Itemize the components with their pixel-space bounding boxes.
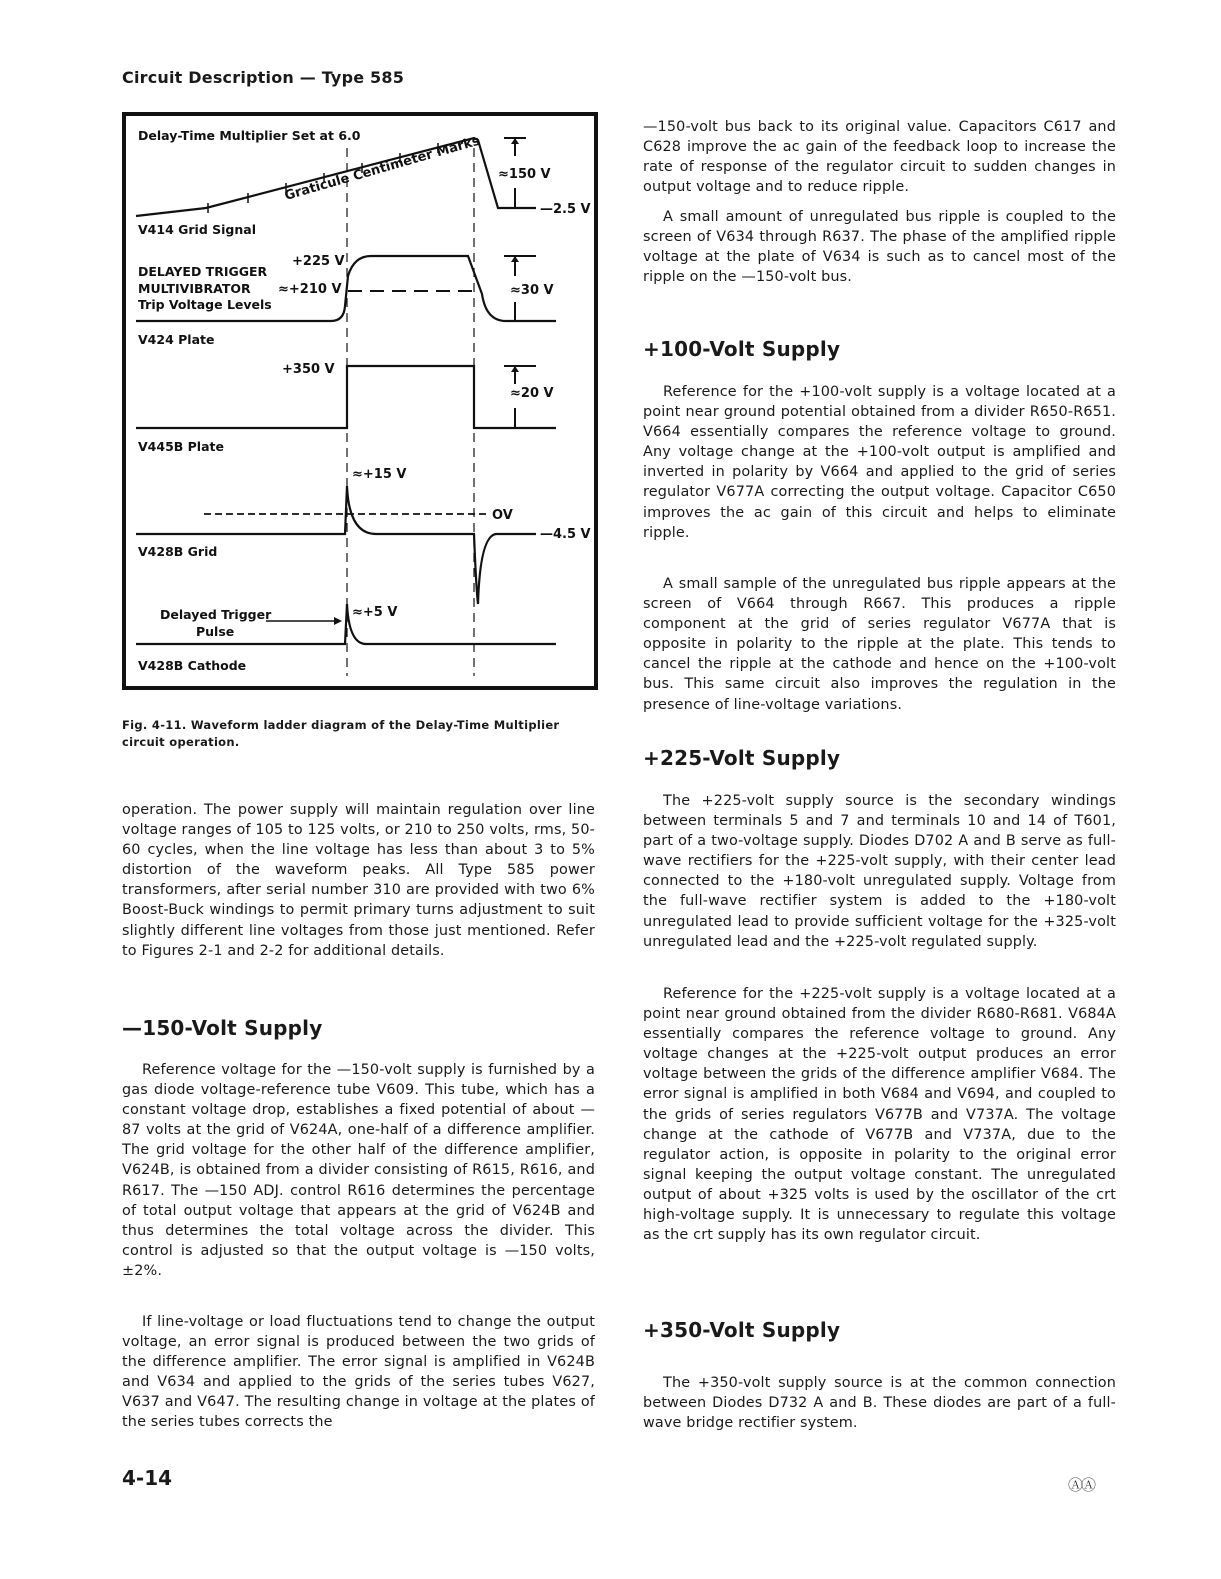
heading-150-volt: —150-Volt Supply xyxy=(122,1016,323,1040)
right-column-para1-block xyxy=(643,117,1116,197)
v30-label: ≈30 V xyxy=(510,283,554,298)
delayed-trigger-label: DELAYED TRIGGER xyxy=(138,264,268,279)
trip-levels-label: Trip Voltage Levels xyxy=(138,297,272,312)
waveform-diagram xyxy=(126,116,594,686)
left-column-para1-block xyxy=(122,800,595,961)
heading-150-block xyxy=(122,1016,595,1040)
delayed-trigger-pulse-label-1: Delayed Trigger xyxy=(160,607,272,622)
right-column-para3-block xyxy=(643,382,1116,543)
page-number: 4-14 xyxy=(122,1466,173,1490)
v225-label: +225 V xyxy=(292,254,345,269)
right-column-para2-block xyxy=(643,207,1116,287)
pulse-arrowhead xyxy=(334,617,342,625)
multivibrator-label: MULTIVIBRATOR xyxy=(138,281,251,296)
v414-label: V414 Grid Signal xyxy=(138,222,256,237)
v0-label: OV xyxy=(492,508,513,523)
right-column-para4-block xyxy=(643,574,1116,715)
left-para-3: If line-voltage or load fluctuations tend to change the output voltage, an error signal is produced between the two grids of the difference amplifier. The error signal is amplified in V624B and V634 and applied to the grids of the series tubes V627, V637 and V647. The resulting change in voltage at the plates of the series tubes corrects the xyxy=(122,1314,595,1431)
left-para-2: Reference voltage for the —150-volt supply is furnished by a gas diode voltage-reference tube V609. This tube, which has a constant voltage drop, establishes a fixed potential of about —87 volts at the grid of V624A, one-half of a difference amplifier. The grid voltage for the other half of the difference amplifier, V624B, is obtained from a divider consisting of R615, R616, and R617. The —150 ADJ. control R616 determines the percentage of total output voltage that appears at the grid of V624B and thus determines the total voltage across the divider. This control is adjusted so that the output voltage is —150 volts, ±2%. xyxy=(122,1062,595,1279)
running-header: Circuit Description — Type 585 xyxy=(122,68,405,87)
v210-label: ≈+210 V xyxy=(278,282,342,297)
right-para-6: Reference for the +225-volt supply is a voltage located at a point near ground obtained from the divider R680-R681. V684A essentially compares the reference voltage to ground. Any voltage changes at the +225-volt output produces an error voltage between the grids of the difference amplifier V684. The error signal is amplified in both V684 and V694, and coupled to the grids of series regulators V677B and V737A. The voltage change at the cathode of V677B and V737A, due to the regulator action, is opposite in polarity to the original error signal keeping the output voltage constant. The unregulated output of about +325 volts is used by the oscillator of the crt high-voltage supply. It is unnecessary to regulate this voltage as the crt supply has its own regulator circuit. xyxy=(643,986,1116,1244)
v445b-plate-waveform xyxy=(136,366,556,428)
v445b-label: V445B Plate xyxy=(138,439,224,454)
vm25-label: —2.5 V xyxy=(540,202,591,217)
v424-label: V424 Plate xyxy=(138,332,215,347)
heading-225-volt: +225-Volt Supply xyxy=(643,746,841,770)
right-para-3: Reference for the +100-volt supply is a voltage located at a point near ground potential obtained from a divider R650-R651. V664 essentially compares the reference voltage to ground. Any voltage change at the +100-volt output is amplified and inverted in polarity by V664 and applied to the grid of series regulator V677A correcting the output voltage. Capacitor C650 improves the ac gain of this circuit and helps to eliminate ripple. xyxy=(643,384,1116,541)
vm45-label: —4.5 V xyxy=(540,527,591,542)
figure-caption: Fig. 4-11. Waveform ladder diagram of the Delay-Time Multiplier circuit operation. xyxy=(122,718,560,749)
right-column-para5-block xyxy=(643,791,1116,952)
publisher-logo: ⒶⒶ xyxy=(1068,1476,1095,1494)
left-column-para3-block xyxy=(122,1312,595,1433)
v20-label: ≈20 V xyxy=(510,386,554,401)
left-column-para2-block xyxy=(122,1060,595,1281)
graticule-label: Graticule Centimeter Marks xyxy=(282,133,482,204)
delayed-trigger-pulse-label-2: Pulse xyxy=(196,624,235,639)
v428b-grid-label: V428B Grid xyxy=(138,544,218,559)
right-para-1: —150-volt bus back to its original value. Capacitors C617 and C628 improve the ac gain of the feedback loop to increase the rate of response of the regulator circuit to sudden changes in output voltage and to reduce ripple. xyxy=(643,119,1116,196)
right-para-2: A small amount of unregulated bus ripple is coupled to the screen of V634 through R637. The phase of the amplified ripple voltage at the plate of V634 is such as to cancel most of the ripple on the —150-volt bus. xyxy=(643,209,1116,286)
v350-label: +350 V xyxy=(282,362,335,377)
v15-label: ≈+15 V xyxy=(352,467,407,482)
heading-350-volt: +350-Volt Supply xyxy=(643,1318,841,1342)
v5-label: ≈+5 V xyxy=(352,605,398,620)
waveform-ladder-figure xyxy=(122,112,598,690)
multiplier-label: Delay-Time Multiplier Set at 6.0 xyxy=(138,128,361,143)
v150-label: ≈150 V xyxy=(498,167,551,182)
heading-225-block xyxy=(643,746,1116,770)
right-para-7: The +350-volt supply source is at the common connection between Diodes D732 A and B. These diodes are part of a full-wave bridge rectifier system. xyxy=(643,1375,1116,1432)
heading-100-volt: +100-Volt Supply xyxy=(643,337,841,361)
right-column-para6-block xyxy=(643,984,1116,1245)
v428b-cathode-label: V428B Cathode xyxy=(138,658,247,673)
heading-100-block xyxy=(643,337,1116,361)
right-para-5: The +225-volt supply source is the secondary windings between terminals 5 and 7 and terminals 10 and 14 of T601, part of a two-voltage supply. Diodes D702 A and B serve as full-wave rectifiers for the +225-volt supply, with their center lead connected to the +180-volt unregulated supply. Voltage from the full-wave rectifier system is added to the +180-volt unregulated lead to provide sufficient voltage for the +325-volt unregulated lead and the +225-volt regulated supply. xyxy=(643,793,1116,950)
left-para-1: operation. The power supply will maintain regulation over line voltage ranges of 105 to 125 volts, or 210 to 250 volts, rms, 50-60 cycles, when the line voltage has less than about 3 to 5% distortion of the waveform peaks. All Type 585 power transformers, after serial number 310 are provided with two 6% Boost-Buck windings to permit primary turns adjustment to suit slightly different line voltages from those just mentioned. Refer to Figures 2-1 and 2-2 for additional details. xyxy=(122,802,596,959)
heading-350-block xyxy=(643,1318,1116,1342)
right-column-para7-block xyxy=(643,1373,1116,1433)
right-para-4: A small sample of the unregulated bus ripple appears at the screen of V664 through R667. This produces a ripple component at the grid of series regulator V677A that is opposite in polarity to the ripple at the plate. This tends to cancel the ripple at the cathode and hence on the +100-volt bus. This same circuit also improves the regulation in the presence of line-voltage variations. xyxy=(643,576,1116,713)
